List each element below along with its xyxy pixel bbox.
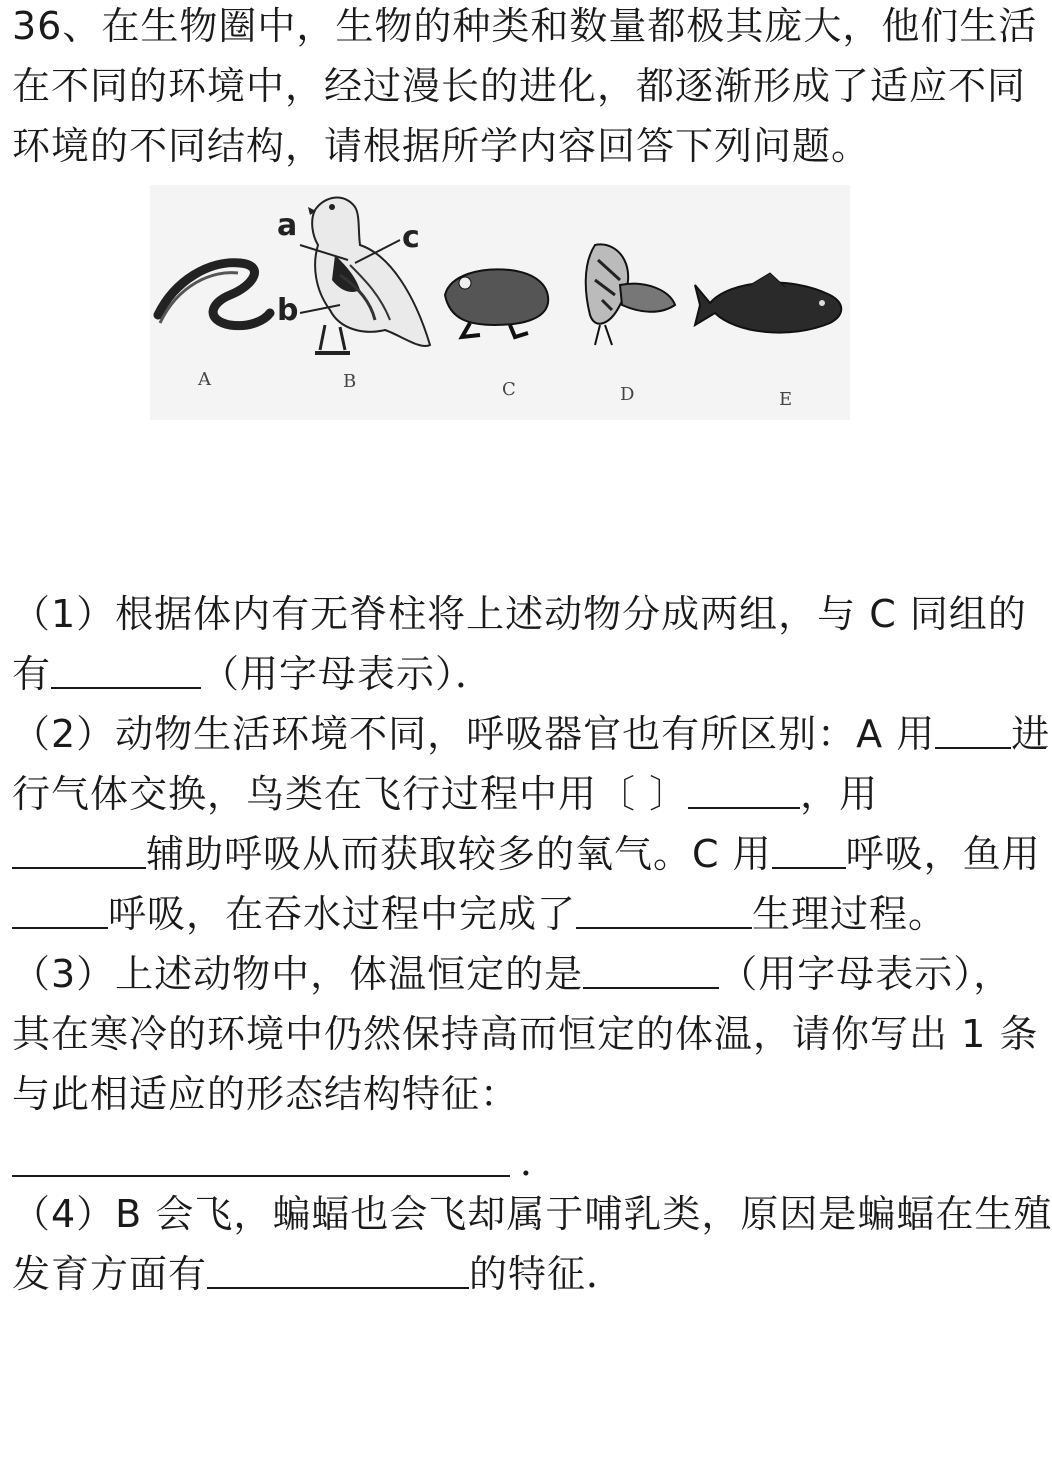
- figure-label-d: D: [620, 384, 635, 405]
- q2-blank-fish-organ[interactable]: [12, 893, 108, 929]
- q2-line-3: [12, 824, 1041, 884]
- q3-blank-feature[interactable]: [12, 1141, 510, 1177]
- q4-line-1: （4）B 会飞，蝙蝠也会飞却属于哺乳类，原因是蝙蝠在生殖: [12, 1192, 1052, 1236]
- figure-label-c: C: [502, 379, 516, 400]
- q2-line-4: [12, 884, 947, 944]
- q2-text-2b: ，用: [800, 772, 879, 816]
- q2-line-2: [12, 764, 878, 824]
- q4-text-2b: 的特征．: [469, 1252, 626, 1296]
- q2-text-4b: 生理过程。: [752, 892, 948, 936]
- q3-text-1a: （3）上述动物中，体温恒定的是: [12, 952, 584, 996]
- question-intro-line-2: 在不同的环境中，经过漫长的进化，都逐渐形成了适应不同: [12, 64, 1027, 108]
- figure-label-a: A: [198, 369, 211, 390]
- q4-blank-reproduction[interactable]: [207, 1253, 469, 1289]
- q3-text-4: ．: [520, 1140, 560, 1184]
- q2-text-2a: 行气体交换，鸟类在飞行过程中用〔 〕: [12, 772, 689, 816]
- q2-text-1a: （2）动物生活环境不同，呼吸器官也有所区别：A 用: [12, 712, 936, 756]
- q4-text-2a: 发育方面有: [12, 1252, 208, 1296]
- q2-text-1b: 进: [1011, 712, 1051, 756]
- q2-blank-process[interactable]: [576, 893, 752, 929]
- figure-label-b: B: [343, 371, 357, 392]
- part-label-c: c: [402, 220, 420, 255]
- q3-line-4: [12, 1132, 559, 1192]
- q2-line-1: [12, 704, 1050, 764]
- q3-text-1b: （用字母表示），: [719, 952, 1013, 996]
- question-intro-line-3: 环境的不同结构，请根据所学内容回答下列问题。: [12, 124, 871, 168]
- q4-line-2: [12, 1244, 625, 1304]
- q2-blank-c-organ[interactable]: [772, 833, 846, 869]
- q2-blank-bird-organ[interactable]: [688, 773, 800, 809]
- part-label-a: a: [277, 208, 298, 243]
- part-label-b: b: [277, 293, 299, 328]
- q2-blank-assist-organ[interactable]: [12, 833, 146, 869]
- figure-label-e: E: [779, 389, 793, 410]
- q1-line-2: [12, 644, 494, 704]
- q1-line-1: （1）根据体内有无脊柱将上述动物分成两组，与 C 同组的: [12, 592, 1027, 636]
- q2-blank-a-organ[interactable]: [935, 713, 1011, 749]
- q3-line-3: 与此相适应的形态结构特征：: [12, 1072, 520, 1116]
- animal-figure: [150, 185, 850, 420]
- q3-line-2: 其在寒冷的环境中仍然保持高而恒定的体温，请你写出 1 条: [12, 1012, 1039, 1056]
- q2-text-3a: 辅助呼吸从而获取较多的氧气。C 用: [146, 832, 772, 876]
- q3-blank-constant-temp[interactable]: [583, 953, 719, 989]
- q1-answer-blank[interactable]: [51, 653, 201, 689]
- q3-line-1: [12, 944, 1012, 1004]
- question-intro-line-1: 36、在生物圈中，生物的种类和数量都极其庞大，他们生活: [12, 4, 1038, 48]
- q1-text-after-blank: （用字母表示）．: [201, 652, 495, 696]
- q2-text-4a: 呼吸，在吞水过程中完成了: [108, 892, 577, 936]
- q2-text-3b: 呼吸，鱼用: [845, 832, 1041, 876]
- q1-text-before-blank: 有: [12, 652, 52, 696]
